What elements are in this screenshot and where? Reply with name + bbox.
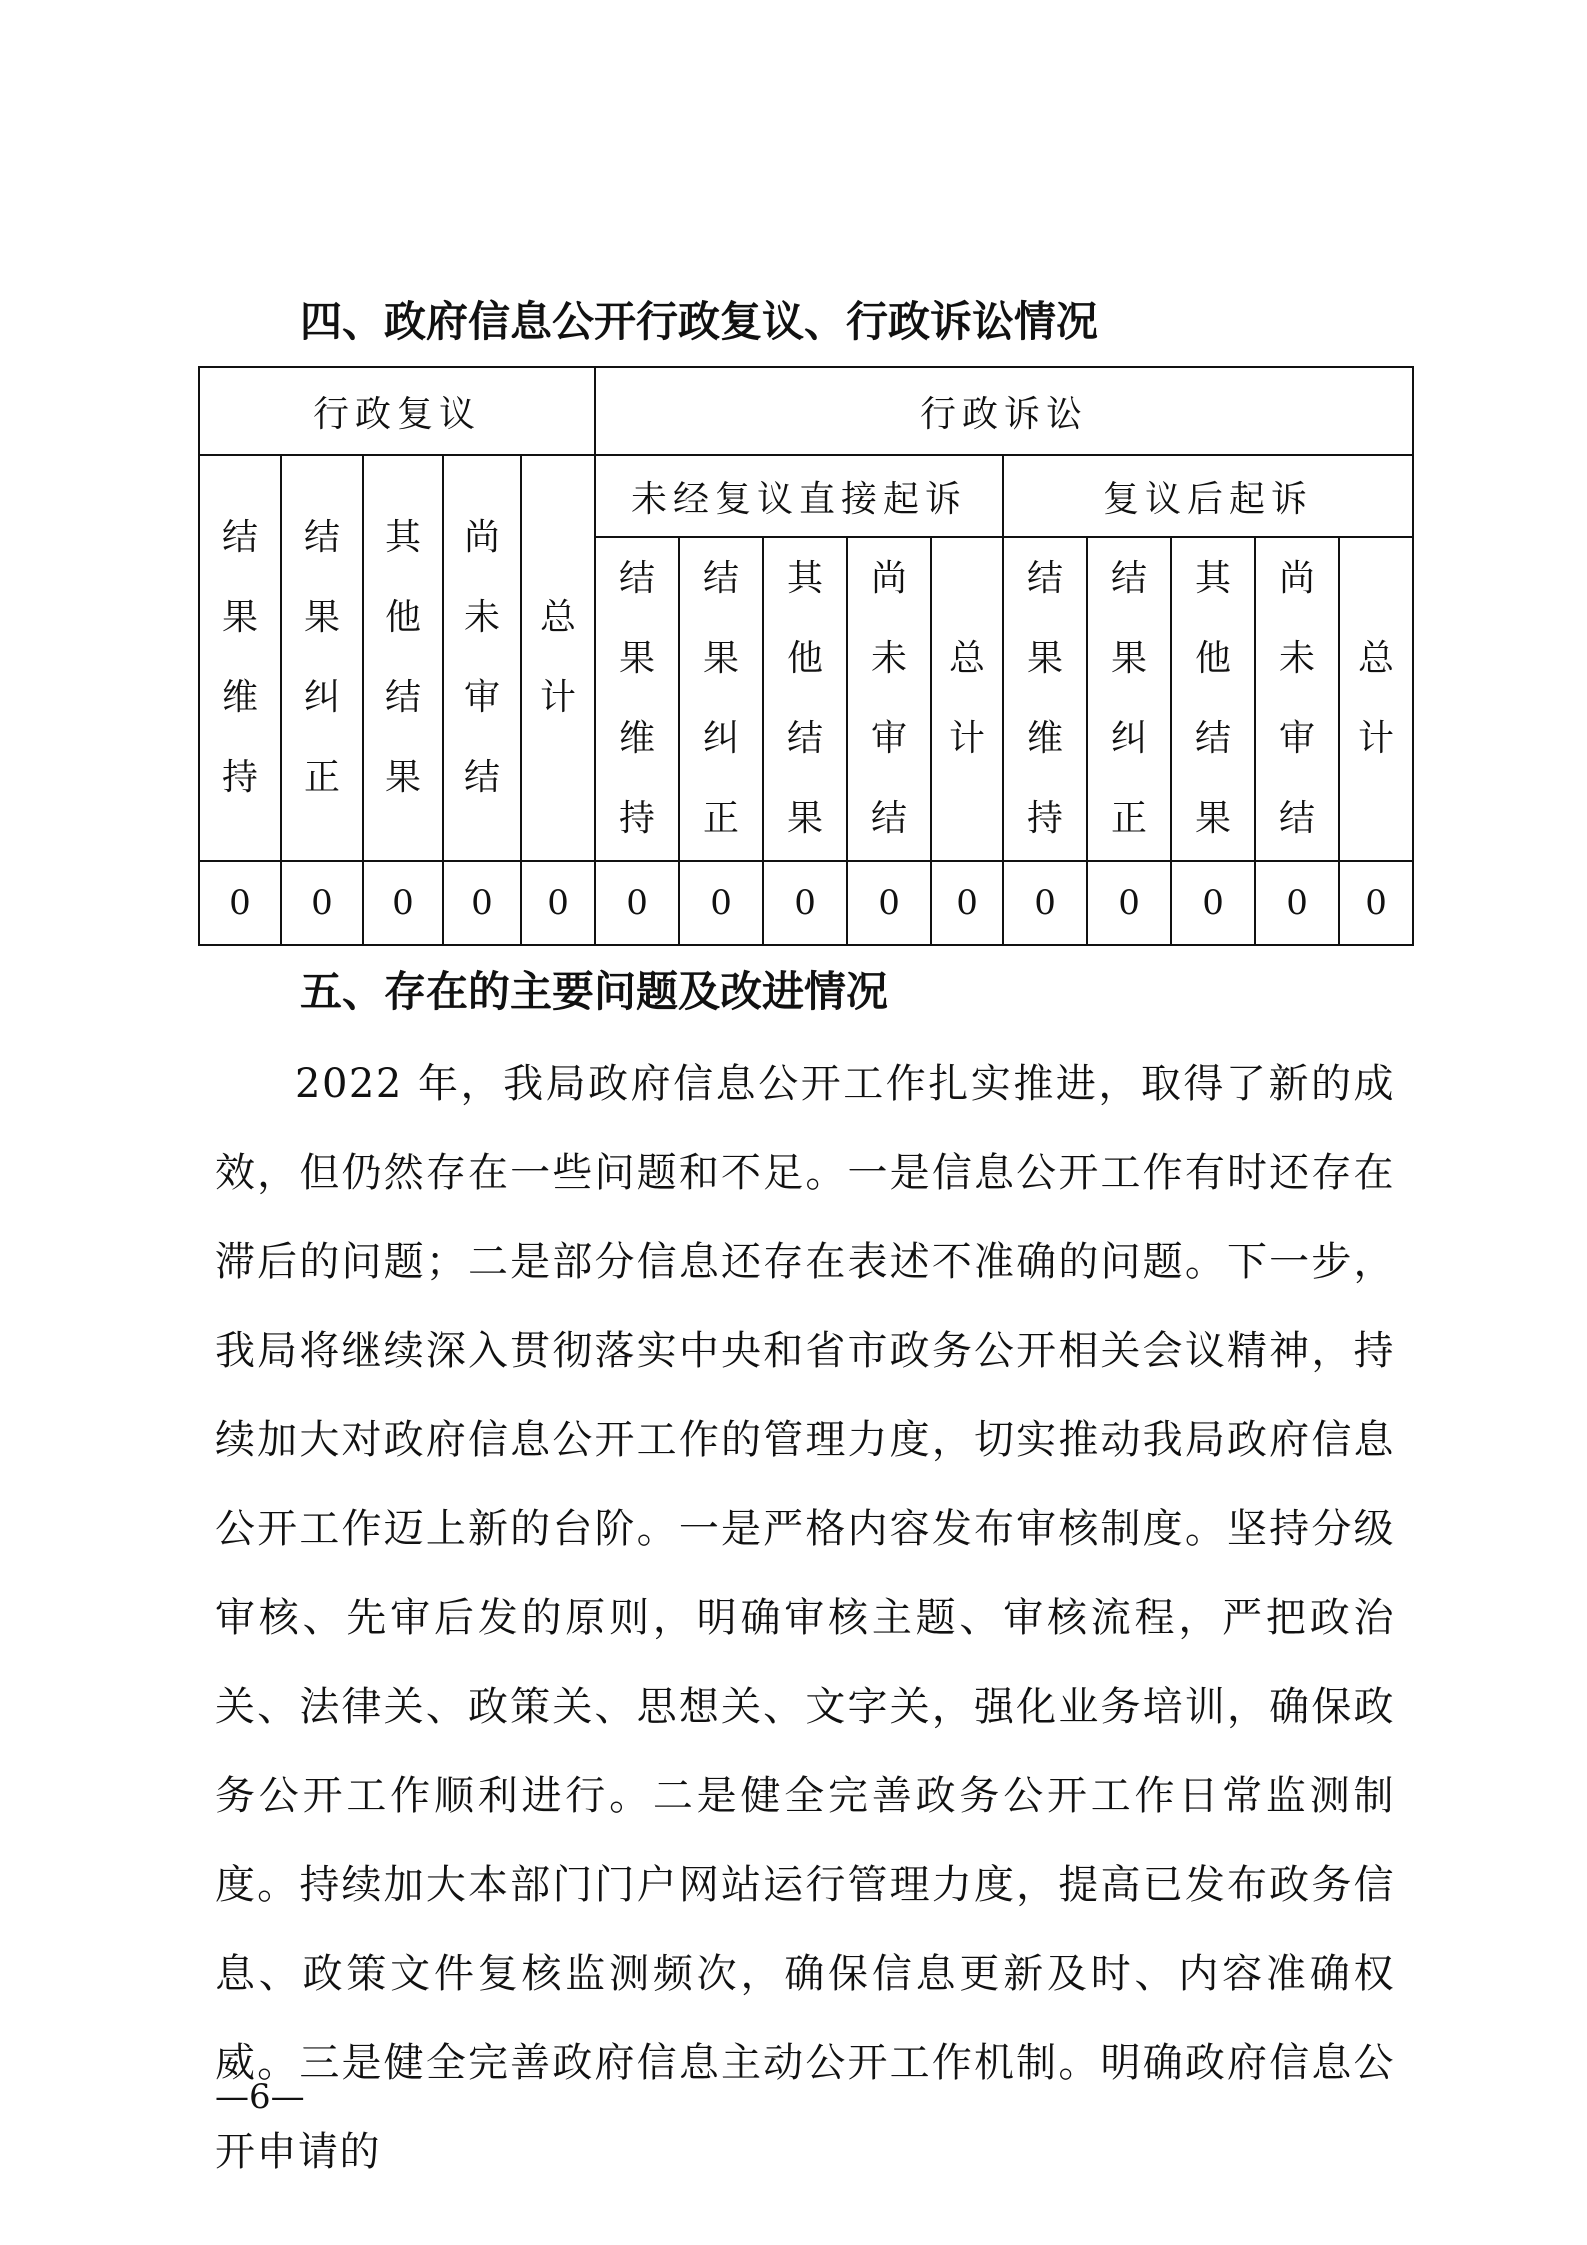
column-label: 总计 [1358,638,1395,759]
after-col-other [1171,537,1255,861]
section-4-heading: 四、政府信息公开行政复议、行政诉讼情况 [300,297,1099,346]
table-cell: 0 [1255,861,1339,945]
column-label: 总计 [949,638,986,759]
review-col-other [363,455,443,861]
column-label: 结果纠正 [303,517,340,798]
after-review-header: 复议后起诉 [1003,455,1413,537]
column-label: 结果纠正 [1111,558,1148,839]
column-label: 结果维持 [221,517,258,798]
direct-suit-header: 未经复议直接起诉 [595,455,1003,537]
column-label: 结果纠正 [703,558,740,839]
page-number: —6— [215,2077,305,2117]
body-paragraph: 2022 年，我局政府信息公开工作扎实推进，取得了新的成效，但仍然存在一些问题和不足。一是信息公开工作有时还存在滞后的问题；二是部分信息还存在表述不准确的问题。下一步，我局将继续深入贯彻落实中央和省市政务公开相关会议精神，持续加大对政府信息公开工作的管理力度，切实推动我局政府信息公开工作迈上新的台阶。一是严格内容发布审核制度。坚持分级审核、先审后发的原则，明确审核主题、审核流程，严把政治关、法律关、政策关、思想关、文字关，强化业务培训，确保政务公开工作顺利进行。二是健全完善政务公开工作日常监测制度。持续加大本部门门户网站运行管理力度，提高已发布政务信息、政策文件复核监测频次，确保信息更新及时、内容准确权威。三是健全完善政府信息主动公开工作机制。明确政府信息公开申请的 [215,1061,1395,2175]
review-col-total [521,455,595,861]
table-header-row-1 [199,367,1413,455]
column-label: 总计 [539,597,576,718]
admin-review-header: 行政复议 [199,367,595,455]
direct-col-pending [847,537,931,861]
table-row [199,861,1413,945]
after-col-pending [1255,537,1339,861]
column-label: 尚未审结 [1279,558,1316,839]
table-cell: 0 [763,861,847,945]
section-5-heading: 五、存在的主要问题及改进情况 [300,967,889,1016]
column-label: 尚未审结 [871,558,908,839]
table-cell: 0 [281,861,363,945]
review-col-corrected [281,455,363,861]
table-cell: 0 [1339,861,1413,945]
column-label: 其他结果 [787,558,824,839]
table-cell: 0 [1087,861,1171,945]
table-cell: 0 [521,861,595,945]
table-cell: 0 [1003,861,1087,945]
table-cell: 0 [595,861,679,945]
table-header-row-2 [199,455,1413,537]
direct-col-total [931,537,1003,861]
after-col-corrected [1087,537,1171,861]
column-label: 结果维持 [619,558,656,839]
direct-col-corrected [679,537,763,861]
direct-col-maintained [595,537,679,861]
review-col-pending [443,455,521,861]
table-cell: 0 [199,861,281,945]
direct-col-other [763,537,847,861]
column-label: 其他结果 [1195,558,1232,839]
column-label: 尚未审结 [463,517,500,798]
table-cell: 0 [679,861,763,945]
table-cell: 0 [363,861,443,945]
after-col-total [1339,537,1413,861]
table-cell: 0 [931,861,1003,945]
table-cell: 0 [847,861,931,945]
admin-litigation-header: 行政诉讼 [595,367,1413,455]
table-cell: 0 [1171,861,1255,945]
review-col-maintained [199,455,281,861]
column-label: 结果维持 [1027,558,1064,839]
after-col-maintained [1003,537,1087,861]
table-cell: 0 [443,861,521,945]
review-litigation-table [198,366,1414,946]
column-label: 其他结果 [384,517,421,798]
